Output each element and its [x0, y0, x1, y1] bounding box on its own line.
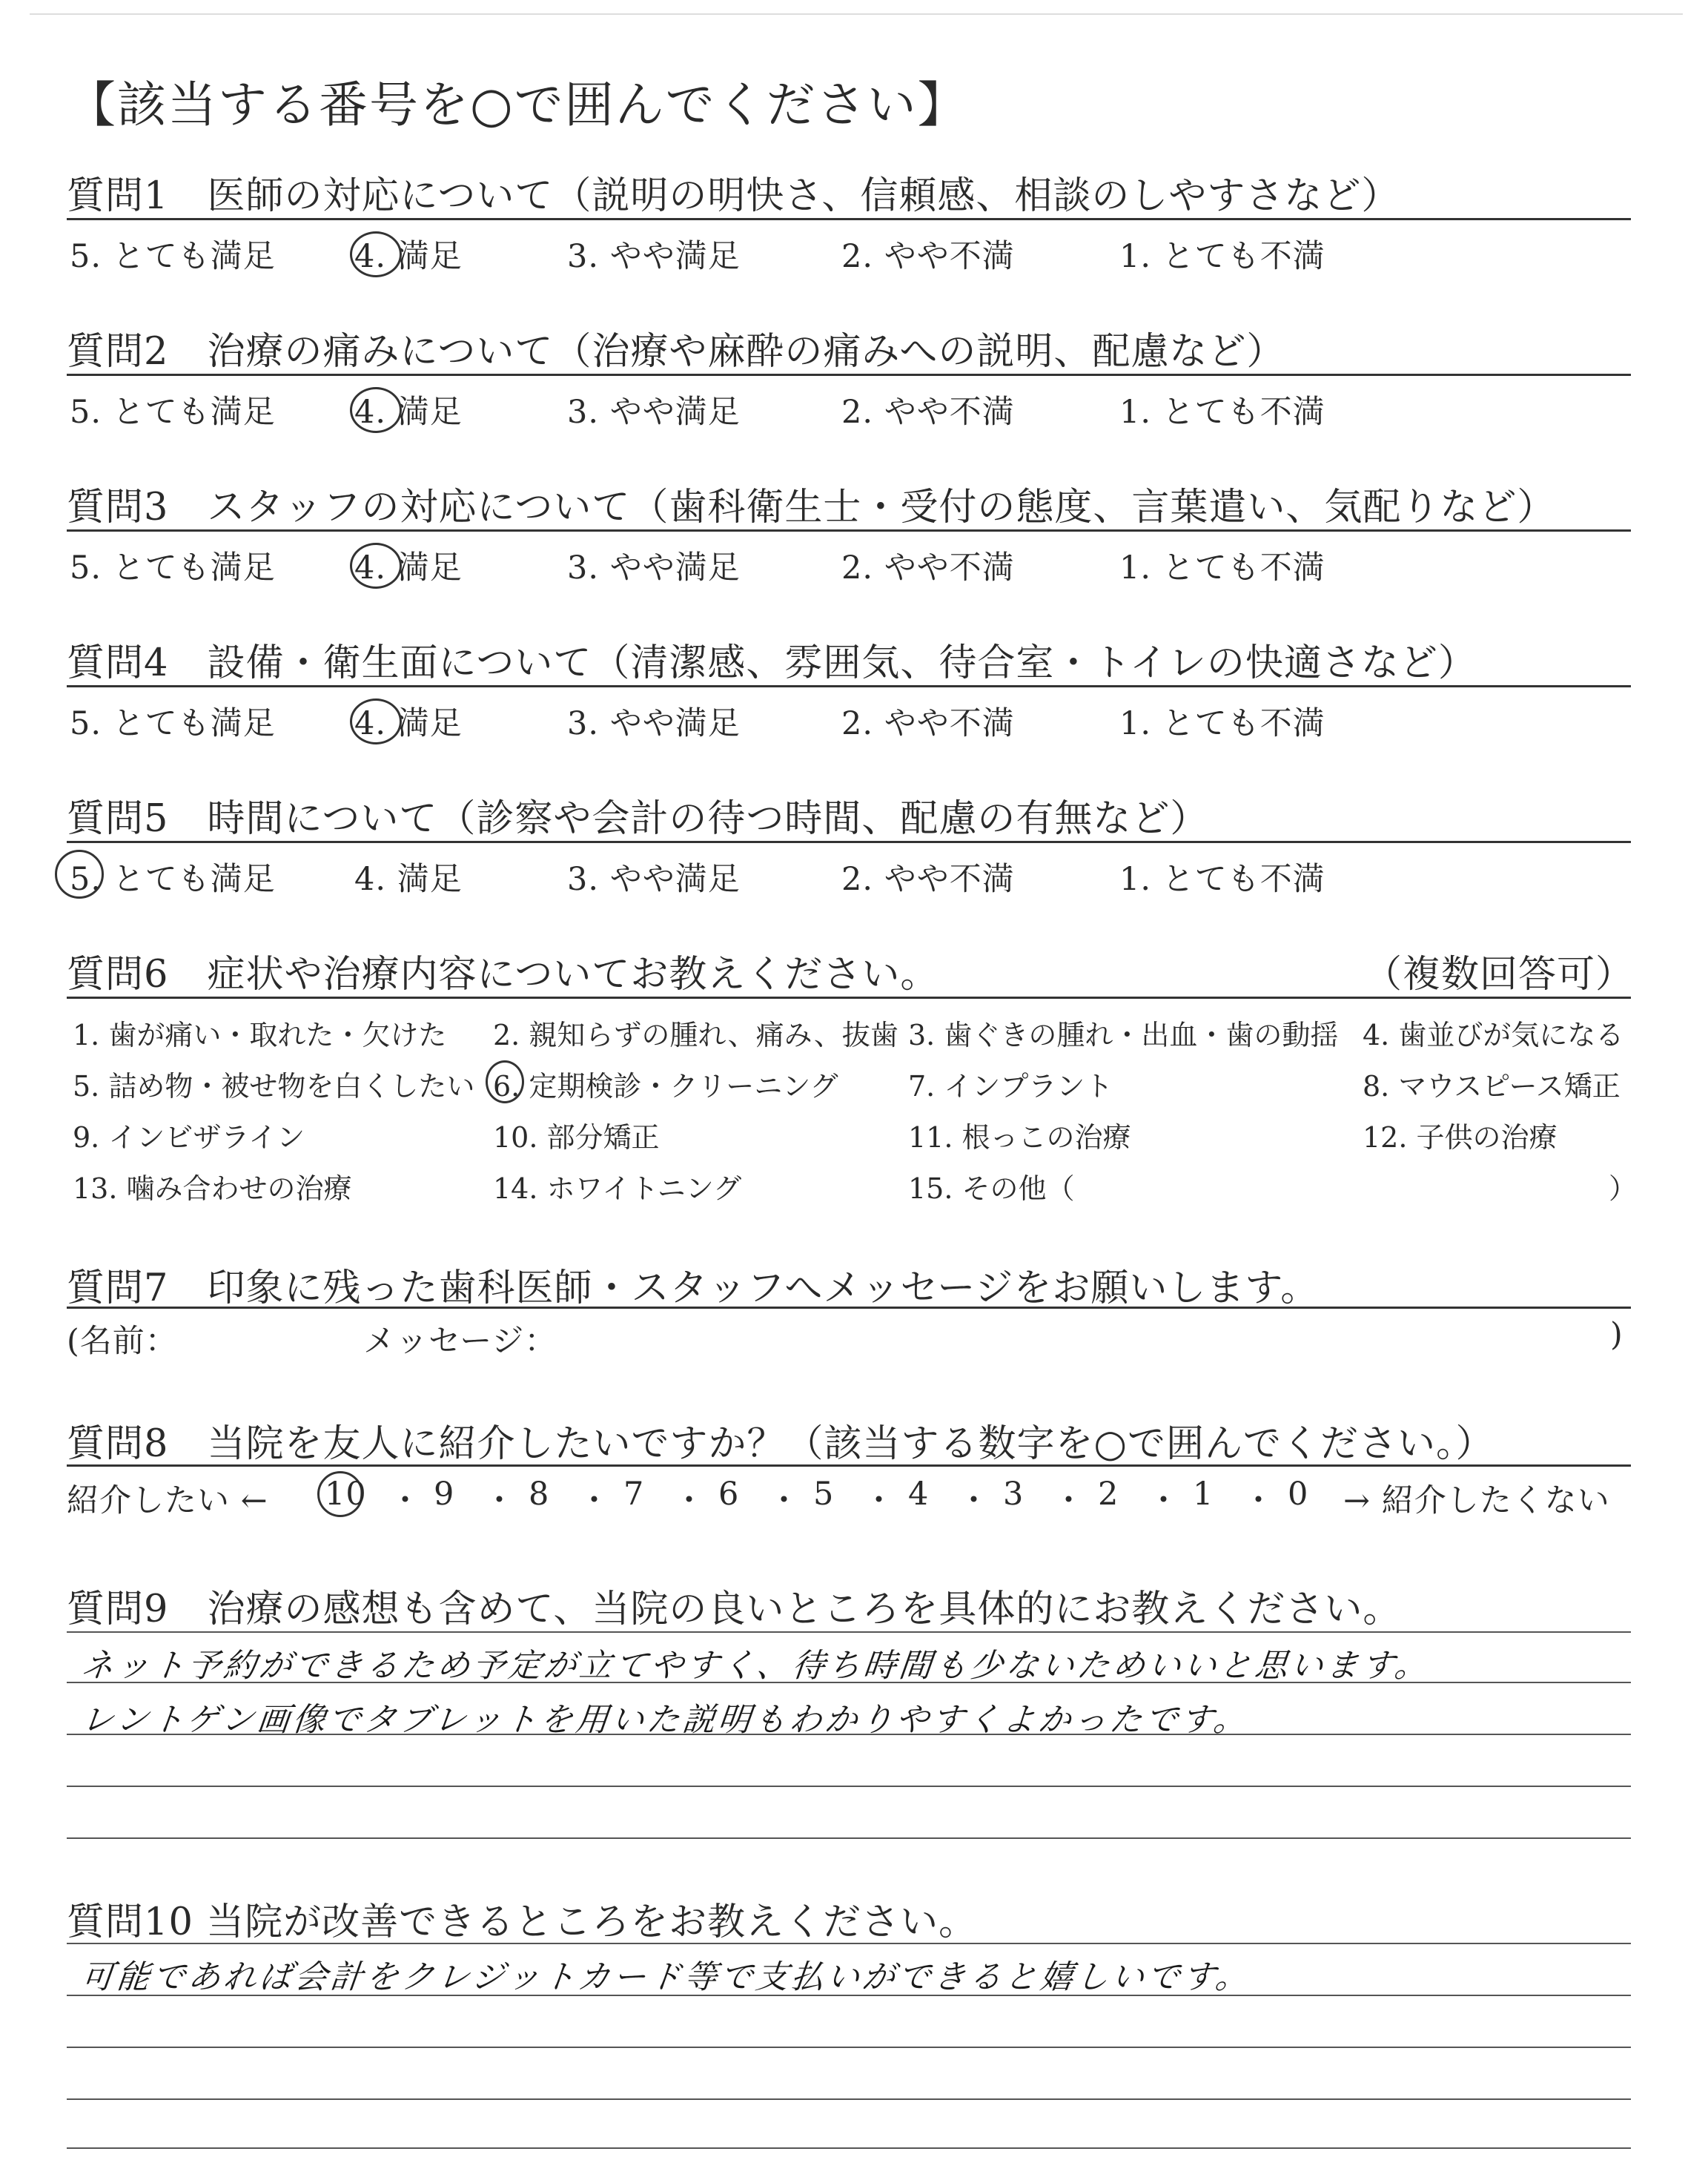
q10-handwritten-answer-line-1: 可能であれば会計をクレジットカード等で支払いができると嬉しいです。	[79, 1958, 1254, 1996]
q8-separator: ・	[768, 1482, 801, 1519]
q8-right-label: → 紹介したくない	[1343, 1482, 1610, 1519]
q10-answer-rule	[67, 2147, 1631, 2149]
question-2-rule	[67, 374, 1631, 376]
q9-answer-rule	[67, 1837, 1631, 1839]
q8-score-10[interactable]: 10	[325, 1476, 367, 1513]
question-10-label: 質問10 当院が改善できるところをお教えください。	[67, 1900, 978, 1944]
q9-answer-rule	[67, 1786, 1631, 1787]
q6-option-1[interactable]: 1. 歯が痛い・取れた・欠けた	[73, 1019, 447, 1051]
q7-name-label: (名前：	[67, 1323, 178, 1360]
q6-option-3[interactable]: 3. 歯ぐきの腫れ・出血・歯の動揺	[908, 1019, 1339, 1051]
q6-option-5[interactable]: 5. 詰め物・被せ物を白くしたい	[73, 1070, 475, 1103]
question-5-label: 質問5 時間について（診察や会計の待つ時間、配慮の有無など）	[67, 797, 1209, 841]
q6-option-15-close: ）	[1609, 1172, 1638, 1205]
q2-option-5[interactable]: 5. とても満足	[70, 394, 276, 431]
q8-separator: ・	[389, 1482, 422, 1519]
q6-selection-circle	[486, 1060, 524, 1103]
q5-option-5[interactable]: 5. とても満足	[70, 861, 276, 898]
q8-score-8[interactable]: 8	[529, 1476, 550, 1513]
q8-score-5[interactable]: 5	[813, 1476, 835, 1513]
q8-separator: ・	[863, 1482, 896, 1519]
q8-score-6[interactable]: 6	[718, 1476, 740, 1513]
question-5-rule	[67, 841, 1631, 843]
q7-message-label: メッセージ：	[363, 1323, 557, 1360]
question-7-label: 質問7 印象に残った歯科医師・スタッフへメッセージをお願いします。	[67, 1266, 1320, 1310]
scan-edge	[30, 13, 1683, 15]
question-6-multiple-note: （複数回答可）	[1364, 953, 1635, 997]
q4-option-1[interactable]: 1. とても不満	[1119, 705, 1325, 742]
q4-option-4[interactable]: 4. 満足	[354, 705, 463, 742]
q6-option-6[interactable]: 6. 定期検診・クリーニング	[493, 1070, 838, 1103]
q9-handwritten-answer-line-1: ネット予約ができるため予定が立てやすく、待ち時間も少ないためいいと思います。	[79, 1647, 1432, 1685]
q2-option-3[interactable]: 3. やや満足	[567, 394, 741, 431]
q1-option-4[interactable]: 4. 満足	[354, 238, 463, 275]
q4-option-2[interactable]: 2. やや不満	[841, 705, 1015, 742]
question-3-rule	[67, 529, 1631, 532]
question-8-label: 質問8 当院を友人に紹介したいですか？（該当する数字を○で囲んでください。）	[67, 1422, 1494, 1466]
q3-option-1[interactable]: 1. とても不満	[1119, 549, 1325, 587]
question-1-rule	[67, 218, 1631, 220]
question-4-rule	[67, 685, 1631, 687]
instruction-title: 【該当する番号を○で囲んでください】	[67, 76, 968, 133]
q3-option-4[interactable]: 4. 満足	[354, 549, 463, 587]
question-1-label: 質問1 医師の対応について（説明の明快さ、信頼感、相談のしやすさなど）	[67, 174, 1400, 218]
q2-option-2[interactable]: 2. やや不満	[841, 394, 1015, 431]
q8-score-7[interactable]: 7	[623, 1476, 645, 1513]
q1-option-5[interactable]: 5. とても満足	[70, 238, 276, 275]
q8-separator: ・	[483, 1482, 516, 1519]
q1-selection-circle	[350, 231, 402, 277]
question-7-rule	[67, 1307, 1631, 1309]
q3-option-5[interactable]: 5. とても満足	[70, 549, 276, 587]
q10-answer-rule	[67, 1943, 1631, 1944]
q8-separator: ・	[1053, 1482, 1085, 1519]
q5-option-4[interactable]: 4. 満足	[354, 861, 463, 898]
q8-separator: ・	[1242, 1482, 1275, 1519]
q1-option-3[interactable]: 3. やや満足	[567, 238, 741, 275]
q8-score-3[interactable]: 3	[1003, 1476, 1025, 1513]
q6-option-12[interactable]: 12. 子供の治療	[1363, 1121, 1558, 1154]
q8-score-0[interactable]: 0	[1288, 1476, 1309, 1513]
q6-option-11[interactable]: 11. 根っこの治療	[908, 1121, 1131, 1154]
q8-separator: ・	[1148, 1482, 1180, 1519]
q10-answer-rule	[67, 2098, 1631, 2100]
q9-answer-rule	[67, 1631, 1631, 1633]
q4-option-3[interactable]: 3. やや満足	[567, 705, 741, 742]
q5-selection-circle	[55, 850, 104, 899]
question-3-label: 質問3 スタッフの対応について（歯科衛生士・受付の態度、言葉遣い、気配りなど）	[67, 486, 1556, 529]
question-4-label: 質問4 設備・衛生面について（清潔感、雰囲気、待合室・トイレの快適さなど）	[67, 641, 1477, 685]
question-2-label: 質問2 治療の痛みについて（治療や麻酔の痛みへの説明、配慮など）	[67, 330, 1285, 374]
question-6-label: 質問6 症状や治療内容についてお教えください。	[67, 953, 939, 997]
question-9-label: 質問9 治療の感想も含めて、当院の良いところを具体的にお教えください。	[67, 1588, 1402, 1631]
q7-close-paren: )	[1610, 1316, 1623, 1353]
q6-option-15[interactable]: 15. その他（	[908, 1172, 1075, 1205]
q1-option-2[interactable]: 2. やや不満	[841, 238, 1015, 275]
q8-separator: ・	[578, 1482, 611, 1519]
q4-selection-circle	[350, 698, 402, 744]
q4-option-5[interactable]: 5. とても満足	[70, 705, 276, 742]
question-6-rule	[67, 997, 1631, 999]
q2-option-1[interactable]: 1. とても不満	[1119, 394, 1325, 431]
q3-selection-circle	[350, 543, 402, 589]
question-8-rule	[67, 1464, 1631, 1467]
q1-option-1[interactable]: 1. とても不満	[1119, 238, 1325, 275]
q6-option-2[interactable]: 2. 親知らずの腫れ、痛み、抜歯	[493, 1019, 898, 1051]
q6-option-14[interactable]: 14. ホワイトニング	[493, 1172, 742, 1205]
q5-option-2[interactable]: 2. やや不満	[841, 861, 1015, 898]
q6-option-4[interactable]: 4. 歯並びが気になる	[1363, 1019, 1624, 1051]
q5-option-1[interactable]: 1. とても不満	[1119, 861, 1325, 898]
q6-option-10[interactable]: 10. 部分矯正	[493, 1121, 660, 1154]
q8-score-1[interactable]: 1	[1193, 1476, 1214, 1513]
q6-option-13[interactable]: 13. 噛み合わせの治療	[73, 1172, 352, 1205]
q8-score-9[interactable]: 9	[434, 1476, 455, 1513]
q10-answer-rule	[67, 2047, 1631, 2048]
q2-option-4[interactable]: 4. 満足	[354, 394, 463, 431]
q6-option-7[interactable]: 7. インプラント	[908, 1070, 1113, 1103]
q6-option-8[interactable]: 8. マウスピース矯正	[1363, 1070, 1621, 1103]
q8-left-label: 紹介したい ←	[67, 1482, 268, 1519]
q8-separator: ・	[673, 1482, 706, 1519]
q3-option-3[interactable]: 3. やや満足	[567, 549, 741, 587]
q6-option-9[interactable]: 9. インビザライン	[73, 1121, 305, 1154]
q5-option-3[interactable]: 3. やや満足	[567, 861, 741, 898]
q8-score-2[interactable]: 2	[1098, 1476, 1119, 1513]
q3-option-2[interactable]: 2. やや不満	[841, 549, 1015, 587]
q8-score-4[interactable]: 4	[908, 1476, 930, 1513]
q2-selection-circle	[350, 387, 402, 433]
q9-handwritten-answer-line-2: レントゲン画像でタブレットを用いた説明もわかりやすくよかったです。	[79, 1701, 1251, 1739]
q8-separator: ・	[958, 1482, 990, 1519]
